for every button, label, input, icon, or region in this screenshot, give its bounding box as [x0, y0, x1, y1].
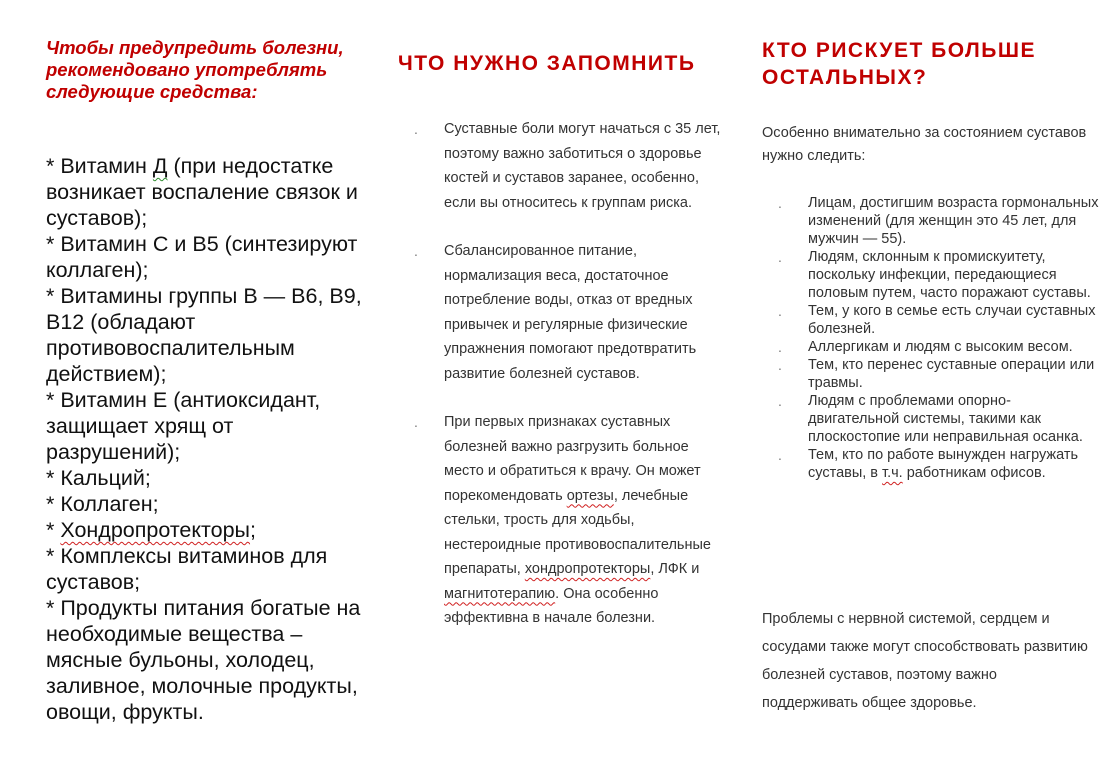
- bullet-icon: .: [778, 393, 782, 409]
- bullet-icon: .: [778, 339, 782, 355]
- list-item: [762, 302, 1102, 338]
- bullet-icon: .: [778, 303, 782, 319]
- list-item: [398, 239, 728, 386]
- spell-mark: ортезы: [566, 487, 614, 504]
- item-text: Тем, у кого в семье есть случаи суставных болезней.: [808, 303, 1096, 337]
- list-item: [46, 517, 368, 543]
- list-item: * Витамин Е (антиоксидант, защищает хрящ от разрушений);: [46, 388, 321, 464]
- item-text: Людям, склонным к промискуитету, поскольку инфекции, передающиеся половым путем, часто поражают суставы.: [808, 249, 1091, 301]
- spell-mark: Хондропротекторы: [60, 518, 251, 542]
- item-text: . Она особенно эффективна в начале болезни.: [444, 585, 659, 626]
- bullet-icon: .: [778, 447, 782, 463]
- spell-mark: хондропротекторы: [524, 561, 651, 577]
- list-item: [762, 392, 1102, 446]
- bullet-icon: .: [414, 243, 418, 259]
- item-text: Сбалансированное питание, нормализация веса, достаточное потребление воды, отказ от вредных привычек и регулярные физические упражнения помогают предотвратить развитие болезней суставов.: [444, 243, 697, 382]
- list-item: [398, 117, 728, 215]
- item-text: Аллергикам и людям с высоким весом.: [808, 339, 1073, 355]
- bullet-icon: .: [778, 195, 782, 211]
- spell-mark: Д: [152, 154, 168, 178]
- item-text: (при недостатке возникает воспаление связок и суставов);: [46, 154, 358, 230]
- list-item: * Витамин С и В5 (синтезируют коллаген);: [46, 232, 358, 282]
- list-item: [46, 153, 368, 231]
- risk-title: КТО РИСКУЕТ БОЛЬШЕ ОСТАЛЬНЫХ?: [762, 39, 1036, 89]
- item-text: Лицам, достигшим возраста гормональных изменений (для женщин это 45 лет, для мужчин — 55).: [808, 195, 1099, 247]
- remember-title: ЧТО НУЖНО ЗАПОМНИТЬ: [398, 52, 696, 75]
- bullet-icon: .: [778, 249, 782, 265]
- list-item: [398, 410, 728, 631]
- item-text: Тем, кто по работе вынужден нагружать суставы, в: [808, 447, 1079, 481]
- list-item: [762, 194, 1102, 248]
- list-item: * Продукты питания богатые на необходимые вещества – мясные бульоны, холодец, заливное, молочные продукты, овощи, фрукты.: [46, 596, 361, 724]
- item-text: , лечебные стельки, трость для ходьбы, нестероидные противовоспалительные препараты,: [444, 487, 711, 577]
- spell-mark: т.ч.: [882, 465, 903, 481]
- spell-mark: магнитотерапию: [444, 585, 556, 602]
- bullet-icon: .: [414, 121, 418, 137]
- remember-list: [398, 117, 728, 655]
- list-item: [762, 248, 1102, 302]
- list-item: * Комплексы витаминов для суставов;: [46, 544, 328, 594]
- bullet-icon: .: [778, 357, 782, 373]
- item-text: Людям с проблемами опорно-двигательной системы, такими как плоскостопие или неправильная осанка.: [808, 393, 1083, 445]
- risk-intro: Особенно внимательно за состоянием суставов нужно следить:: [762, 125, 1087, 164]
- vitamin-list: [46, 153, 368, 725]
- list-item: * Витамины группы В — В6, В9, В12 (обладают противовоспалительным действием);: [46, 284, 362, 386]
- item-text: , ЛФК и: [650, 561, 700, 577]
- risk-list: [762, 194, 1102, 482]
- list-item: [762, 338, 1102, 356]
- item-text: работникам офисов.: [902, 465, 1046, 481]
- bullet-icon: .: [414, 414, 418, 430]
- item-text: * Витамин: [46, 154, 153, 178]
- list-item: [762, 356, 1102, 392]
- item-text: *: [46, 518, 61, 542]
- vitamins-intro: Чтобы предупредить болезни, рекомендовано употреблять следующие средства:: [46, 37, 344, 102]
- risk-outro: Проблемы с нервной системой, сердцем и сосудами также могут способствовать развитию болезней суставов, поэтому важно поддерживать общее здоровье.: [762, 611, 1088, 711]
- item-text: ;: [250, 518, 256, 542]
- list-item: [762, 446, 1102, 482]
- item-text: Тем, кто перенес суставные операции или травмы.: [808, 357, 1095, 391]
- list-item: * Кальций;: [46, 466, 151, 490]
- item-text: Суставные боли могут начаться с 35 лет, поэтому важно заботиться о здоровье костей и суставов заранее, особенно, если вы относитесь к группам риска.: [444, 121, 721, 211]
- list-item: * Коллаген;: [46, 492, 159, 516]
- item-text: При первых признаках суставных болезней важно разгрузить больное место и обратиться к врачу. Он может порекомендовать: [444, 414, 701, 504]
